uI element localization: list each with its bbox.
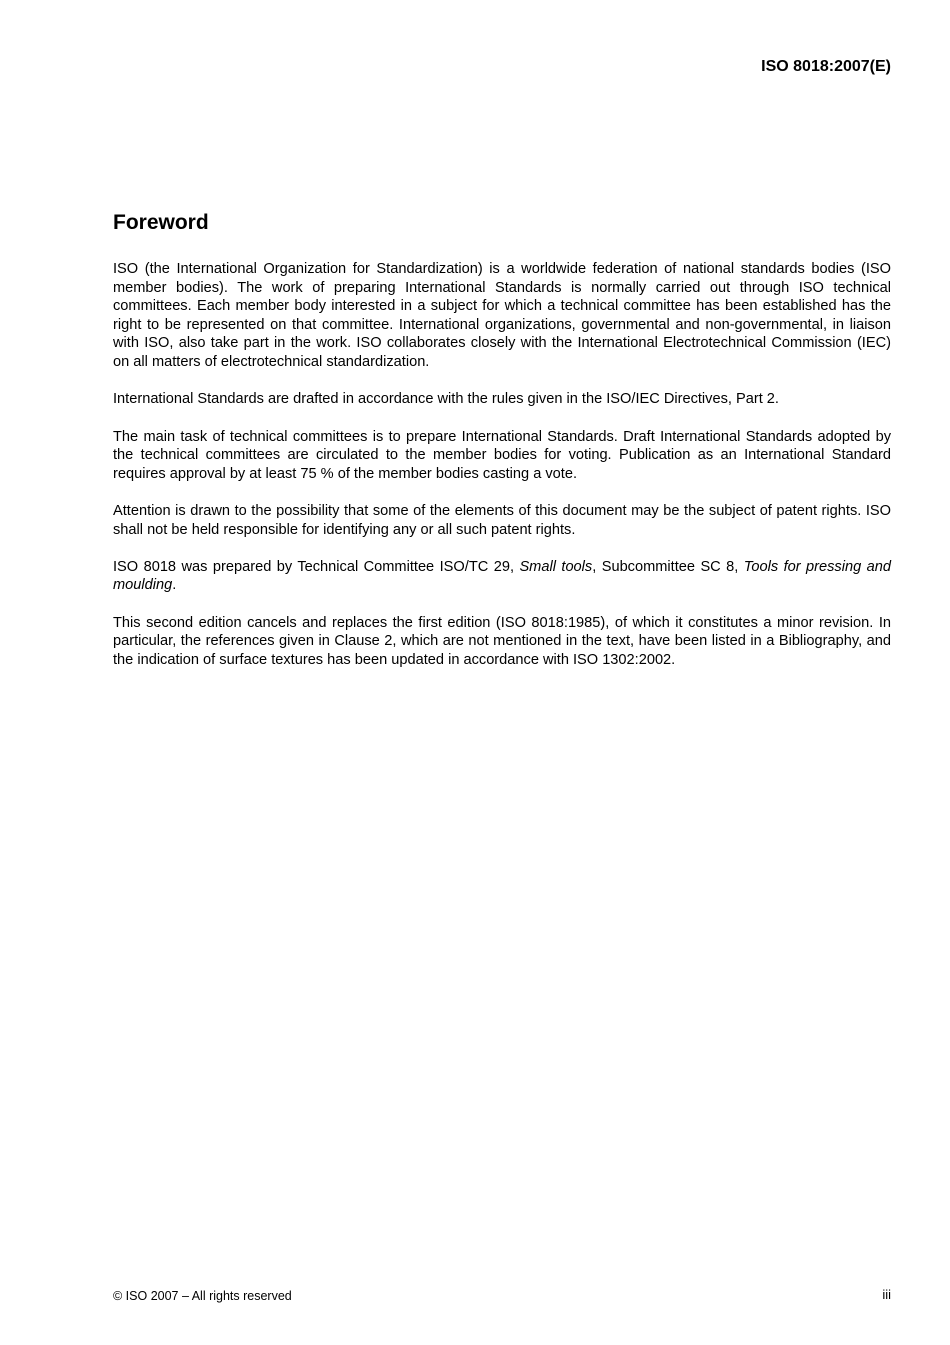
subcommittee-title: Tools for pressing and moulding xyxy=(113,558,891,594)
foreword-body xyxy=(113,260,891,688)
paragraph-edition-note: This second edition cancels and replaces the first edition (ISO 8018:1985), of which it constitutes a minor revision. In particular, the references given in Clause 2, which are not mentioned in the text, have been listed in a Bibliography, and the indication of surface textures has been updated in accordance with ISO 1302:2002. xyxy=(113,614,891,668)
committee-title: Small tools xyxy=(519,558,593,575)
prepared-middle-text: , Subcommittee SC 8, xyxy=(592,558,744,575)
document-identifier: ISO 8018:2007(E) xyxy=(761,58,891,75)
paragraph-committee-task: The main task of technical committees is to prepare International Standards. Draft International Standards adopted by the technical committees are circulated to the member bodies for voting. Publication as an International Standard requires approval by at least 75 % of the member bodies casting a vote. xyxy=(113,428,891,482)
copyright-notice: © ISO 2007 – All rights reserved xyxy=(113,1289,292,1303)
paragraph-iso-intro: ISO (the International Organization for Standardization) is a worldwide federation of national standards bodies (ISO member bodies). The work of preparing International Standards is normally carried out through ISO technical committees. Each member body interested in a subject for which a technical committee has been established has the right to be represented on that committee. International organizations, governmental and non-governmental, in liaison with ISO, also take part in the work. ISO collaborates closely with the International Electrotechnical Commission (IEC) on all matters of electrotechnical standardization. xyxy=(113,261,891,370)
paragraph-directives: International Standards are drafted in accordance with the rules given in the ISO/IEC Directives, Part 2. xyxy=(113,391,779,408)
paragraph-patent-rights: Attention is drawn to the possibility that some of the elements of this document may be the subject of patent rights. ISO shall not be held responsible for identifying any or all such patent rights. xyxy=(113,503,891,538)
page-title: Foreword xyxy=(113,211,209,234)
paragraph-prepared-by xyxy=(113,558,891,595)
prepared-lead-text: ISO 8018 was prepared by Technical Committee ISO/TC 29, xyxy=(113,558,520,575)
page-number: iii xyxy=(882,1287,891,1302)
prepared-end-text: . xyxy=(172,577,177,594)
